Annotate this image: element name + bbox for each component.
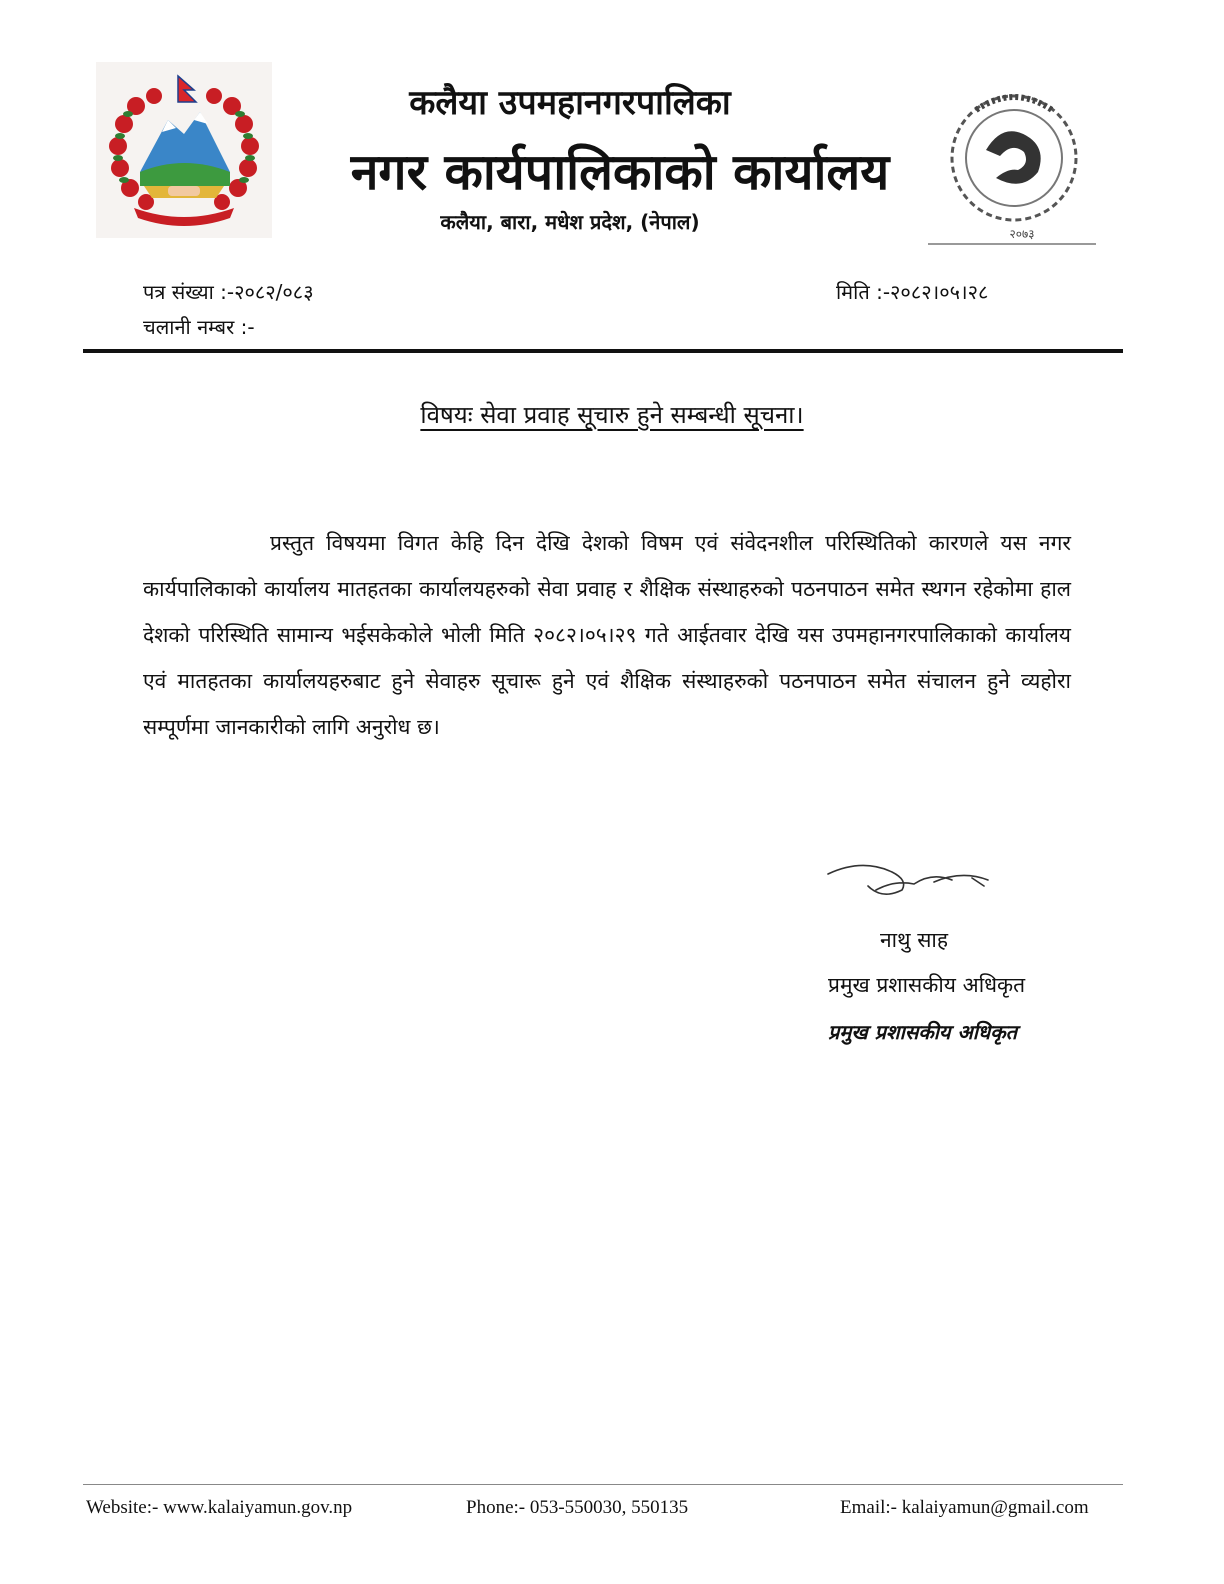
- office-name: नगर कार्यपालिकाको कार्यालय: [350, 143, 890, 201]
- official-stamp-title: प्रमुख प्रशासकीय अधिकृत: [828, 1020, 1017, 1044]
- notice-subject: विषयः सेवा प्रवाह सूचारु हुने सम्बन्धी सूचना।: [420, 401, 804, 429]
- footer-divider: [83, 1484, 1123, 1485]
- municipal-seal: [926, 80, 1104, 250]
- organization-name: कलैया उपमहानगरपालिका: [409, 83, 731, 123]
- signatory-name: नाथु साह: [880, 928, 948, 952]
- notice-body: प्रस्तुत विषयमा विगत केहि दिन देखि देशको विषम एवं संवेदनशील परिस्थितिको कारणले यस नगर कार्यपालिकाको कार्यालय मातहतका कार्यालयहरुको सेवा प्रवाह र शैक्षिक संस्थाहरुको पठनपाठन समेत स्थगन रहेकोमा हाल देशको परिस्थिति सामान्य भईसकेकोले भोली मिति २०८२।०५।२९ गते आईतवार देखि यस उपमहानगरपालिकाको कार्यालय एवं मातहतका कार्यालयहरुबाट हुने सेवाहरु सूचारू हुने एवं शैक्षिक संस्थाहरुको पठनपाठन समेत संचालन हुने व्यहोरा सम्पूर्णमा जानकारीको लागि अनुरोध छ।: [143, 531, 1071, 739]
- letter-date: मिति :-२०८२।०५।२८: [836, 280, 989, 304]
- footer-phone: Phone:- 053-550030, 550135: [466, 1497, 689, 1518]
- office-address: कलैया, बारा, मधेश प्रदेश, (नेपाल): [440, 210, 700, 234]
- letter-number: पत्र संख्या :-२०८२/०८३: [143, 280, 314, 304]
- dispatch-number: चलानी नम्बर :-: [143, 315, 255, 339]
- footer-website: Website:- www.kalaiyamun.gov.np: [86, 1497, 353, 1518]
- footer-email: Email:- kalaiyamun@gmail.com: [840, 1497, 1089, 1518]
- signatory-title: प्रमुख प्रशासकीय अधिकृत: [828, 973, 1026, 997]
- handwritten-signature: [822, 856, 998, 906]
- seal-year: २०७३: [1009, 227, 1035, 241]
- header-divider: [83, 349, 1123, 353]
